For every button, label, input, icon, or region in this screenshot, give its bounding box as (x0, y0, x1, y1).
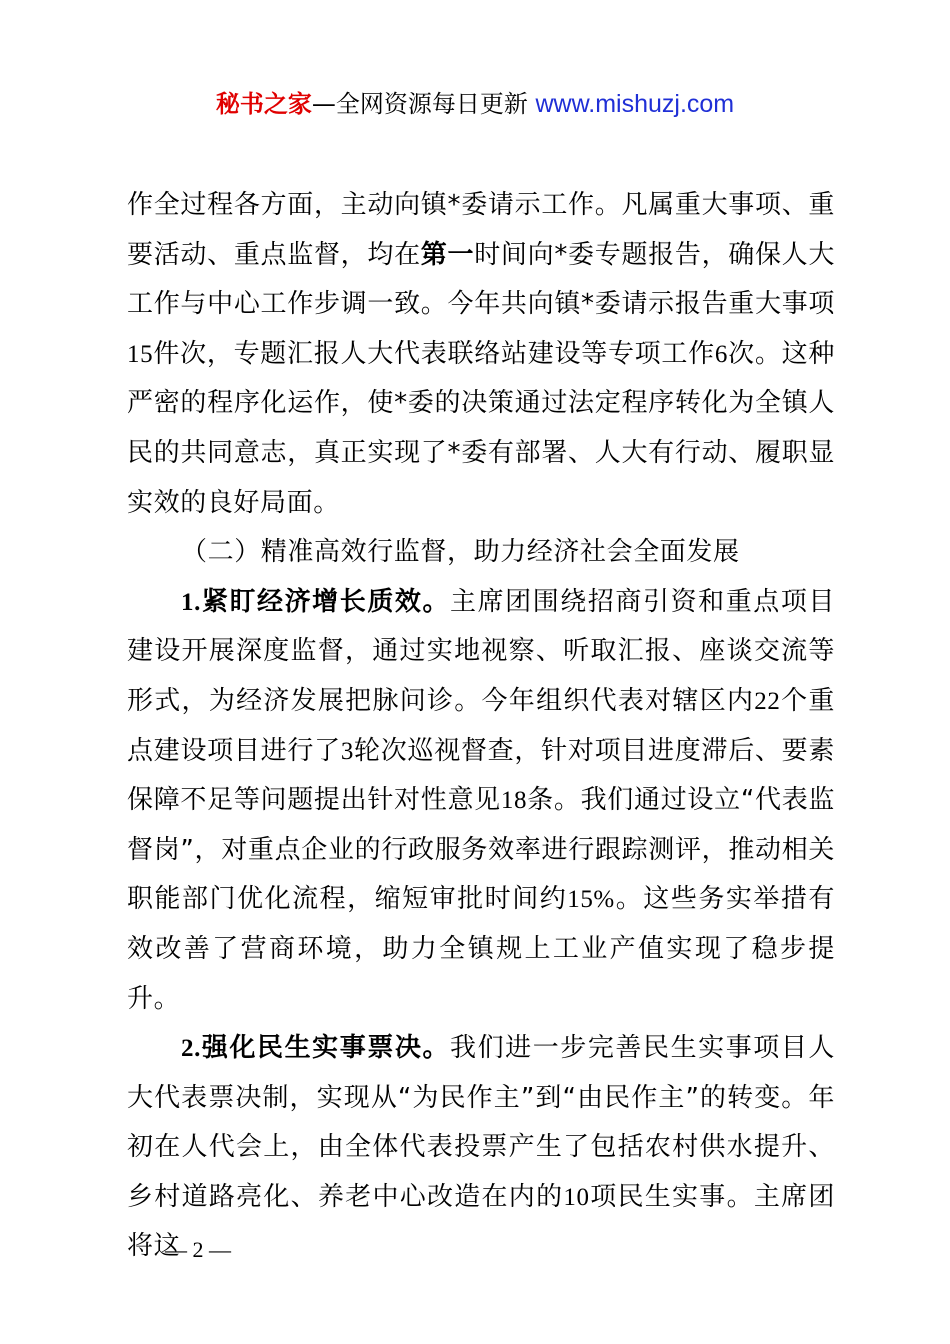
number-run: 10 (563, 1183, 590, 1211)
text-run: 时间向*委专题报告，确保人大工作与中心工作步调一致。今年共向镇*委请示报告重大事项 (127, 239, 835, 320)
page-header (0, 86, 950, 122)
number-run: 18 (500, 787, 528, 815)
number-run: 22 (754, 687, 781, 715)
text-run: 作全过程各方面，主动向镇*委请示工作。凡属重大事项、重要活动、重点监督，均在 (127, 190, 835, 270)
number-run: 15% (567, 886, 615, 914)
text-run: 我们进一步完善民生实事项目人大代表票决制，实现从“为民作主”到“由民作主”的转变。年初在人代会上，由全体代表投票产生了包括农村供水提升、乡村道路亮化、养老中心改造在内的 (127, 1033, 835, 1212)
body-paragraph (127, 181, 835, 528)
text-run: 条。我们通过设立“代表监督岗”，对重点企业的行政服务效率进行跟踪测评，推动相关职能部门优化流程，缩短审批时间约 (127, 785, 836, 915)
number-run: 6 (714, 340, 729, 368)
brand-name: 秘书之家 (215, 90, 312, 118)
text-run: （二）精准高效行监督，助力经济社会全面发展 (181, 537, 740, 568)
text-run: 项民生实事。主席团将这 (127, 1181, 835, 1262)
body-paragraph (127, 528, 835, 578)
bold-text-run: 第一 (420, 239, 475, 270)
document-body (127, 181, 835, 1272)
text-run: 轮次巡视督查，针对项目进度滞后、要素保障不足等问题提出针对性意见 (127, 735, 835, 816)
text-run: 主席团围绕招商引资和重点项目建设开展深度监督，通过实地视察、听取汇报、座谈交流等形式，为经济发展把脉问诊。今年组织代表对辖区内 (127, 586, 835, 716)
page-number: — 2 — (165, 1237, 231, 1262)
bold-text-run: 1. (181, 588, 201, 616)
bold-text-run: 紧盯经济增长质效。 (200, 586, 451, 617)
header-slogan: —全网资源每日更新 (311, 90, 536, 118)
text-run: 个重点建设项目进行了 (127, 685, 835, 766)
number-run: 3 (340, 737, 354, 765)
text-run: 次。这种严密的程序化运作，使*委的决策通过法定程序转化为全镇人民的共同意志，真正实现了*委有部署、人大有行动、履职显实效的良好局面。 (127, 338, 835, 518)
bold-text-run: 2. (181, 1035, 201, 1063)
body-paragraph (127, 578, 835, 1024)
website-link[interactable]: www.mishuzj.com (535, 90, 735, 118)
number-run: 15 (127, 340, 154, 368)
text-run: 件次，专题汇报人大代表联络站建设等专项工作 (153, 338, 715, 369)
bold-text-run: 强化民生实事票决。 (200, 1033, 451, 1064)
body-paragraph (127, 1024, 835, 1272)
text-run: 。这些务实举措有效改善了营商环境，助力全镇规上工业产值实现了稳步提升。 (127, 884, 835, 1014)
